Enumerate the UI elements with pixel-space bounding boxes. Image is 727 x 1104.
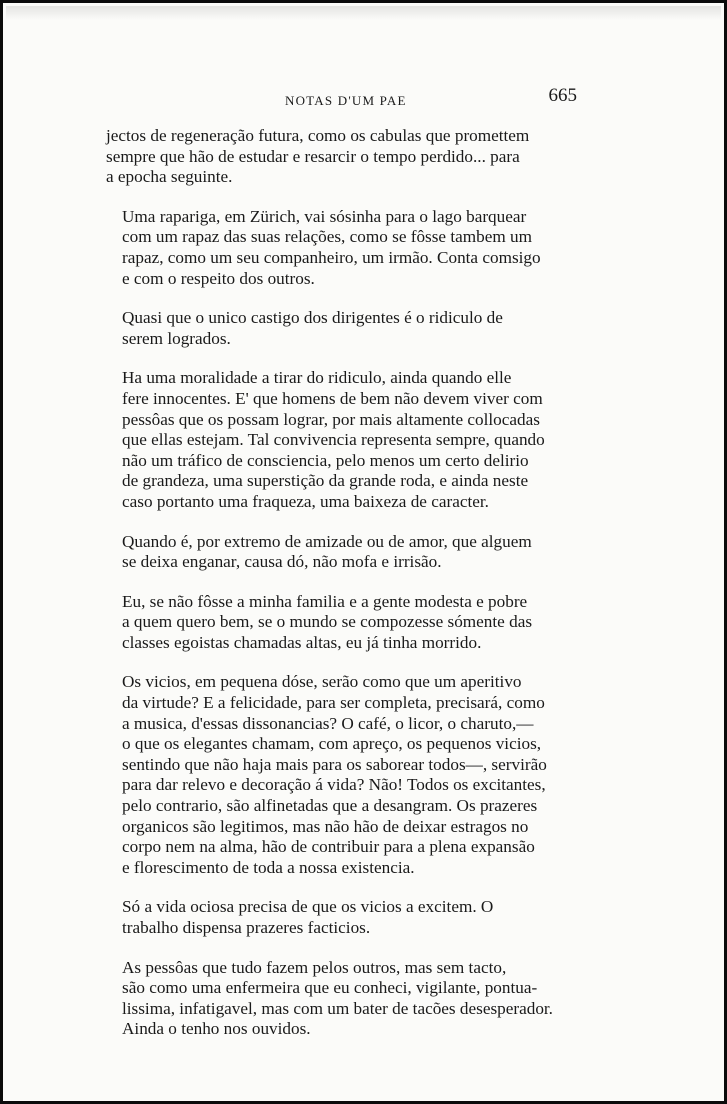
text-line: lissima, infatigavel, mas com um bater de tacões desesperador. (122, 998, 553, 1018)
paragraph-4 (106, 368, 577, 512)
paragraph-7 (106, 672, 577, 878)
text-line: Os vicios, em pequena dóse, serão como que um aperitivo (122, 672, 522, 692)
text-line: a quem quero bem, se o mundo se compozesse sómente das (122, 612, 533, 632)
text-line: da virtude? E a felicidade, para ser completa, precisará, como (122, 693, 545, 713)
text-line: organicos são legitimos, mas não hão de deixar estragos no (122, 816, 529, 836)
text-line: com um rapaz das suas relações, como se fôsse tambem um (122, 227, 532, 247)
text-line: caso portanto uma fraqueza, uma baixeza de caracter. (122, 491, 489, 511)
paragraph-6 (106, 592, 577, 654)
text-line: fere innocentes. E' que homens de bem não devem viver com (122, 388, 543, 408)
text-line: sentindo que não haja mais para os saborear todos—, servirão (122, 754, 547, 774)
text-line: Quasi que o unico castigo dos dirigentes é o ridiculo de (122, 308, 503, 328)
text-line: a musica, d'essas dissonancias? O café, o licor, o charuto,— (122, 713, 534, 733)
text-line: pessôas que os possam lograr, por mais altamente collocadas (122, 409, 540, 429)
page-number: 665 (548, 85, 577, 106)
text-line: corpo nem na alma, hão de contribuir para a plena expansão (122, 837, 535, 857)
text-line: jectos de regeneração futura, como os cabulas que promettem (106, 126, 530, 145)
text-line: classes egoistas chamadas altas, eu já tinha morrido. (122, 632, 482, 652)
text-line: se deixa enganar, causa dó, não mofa e irrisão. (122, 552, 442, 572)
text-line: a epocha seguinte. (106, 167, 233, 187)
text-line: para dar relevo e decoração á vida? Não! Todos os excitantes, (122, 775, 546, 795)
text-line: são como uma enfermeira que eu conheci, vigilante, pontua- (122, 978, 538, 998)
text-line: serem logrados. (122, 328, 231, 348)
paragraph-2 (106, 207, 577, 289)
text-line: Só a vida ociosa precisa de que os vicios a excitem. O (122, 897, 494, 917)
paragraph-5 (106, 532, 577, 573)
text-line: não um tráfico de consciencia, pelo menos um certo delirio (122, 450, 529, 470)
text-line: o que os elegantes chamam, com apreço, os pequenos vicios, (122, 734, 542, 754)
paragraph-8 (106, 897, 577, 938)
text-line: rapaz, como um seu companheiro, um irmão. Conta comsigo (122, 247, 541, 267)
text-line: sempre que hão de estudar e resarcir o tempo perdido... para (106, 146, 520, 166)
text-line: Quando é, por extremo de amizade ou de amor, que alguem (122, 531, 532, 551)
running-title: NOTAS D'UM PAE (285, 93, 407, 108)
text-line: Eu, se não fôsse a minha familia e a gente modesta e pobre (122, 591, 528, 611)
text-line: que ellas estejam. Tal convivencia representa sempre, quando (122, 430, 545, 450)
text-line: Ha uma moralidade a tirar do ridiculo, ainda quando elle (122, 368, 512, 388)
text-line: e florescimento de toda a nossa existencia. (122, 857, 415, 877)
text-line: pelo contrario, são alfinetadas que a desangram. Os prazeres (122, 796, 538, 816)
paragraph-9 (106, 958, 577, 1040)
text-line: As pessôas que tudo fazem pelos outros, mas sem tacto, (122, 957, 507, 977)
text-line: Ainda o tenho nos ouvidos. (122, 1019, 311, 1039)
text-line: de grandeza, uma superstição da grande roda, e ainda neste (122, 471, 529, 491)
body-text (106, 126, 577, 1059)
scan-edge-shadow (6, 6, 721, 20)
paragraph-3 (106, 308, 577, 349)
text-line: e com o respeito dos outros. (122, 268, 315, 288)
paragraph-1 (106, 126, 577, 188)
text-line: Uma rapariga, em Zürich, vai sósinha para o lago barquear (122, 206, 527, 226)
text-line: trabalho dispensa prazeres facticios. (122, 918, 371, 937)
page-header (107, 79, 577, 111)
